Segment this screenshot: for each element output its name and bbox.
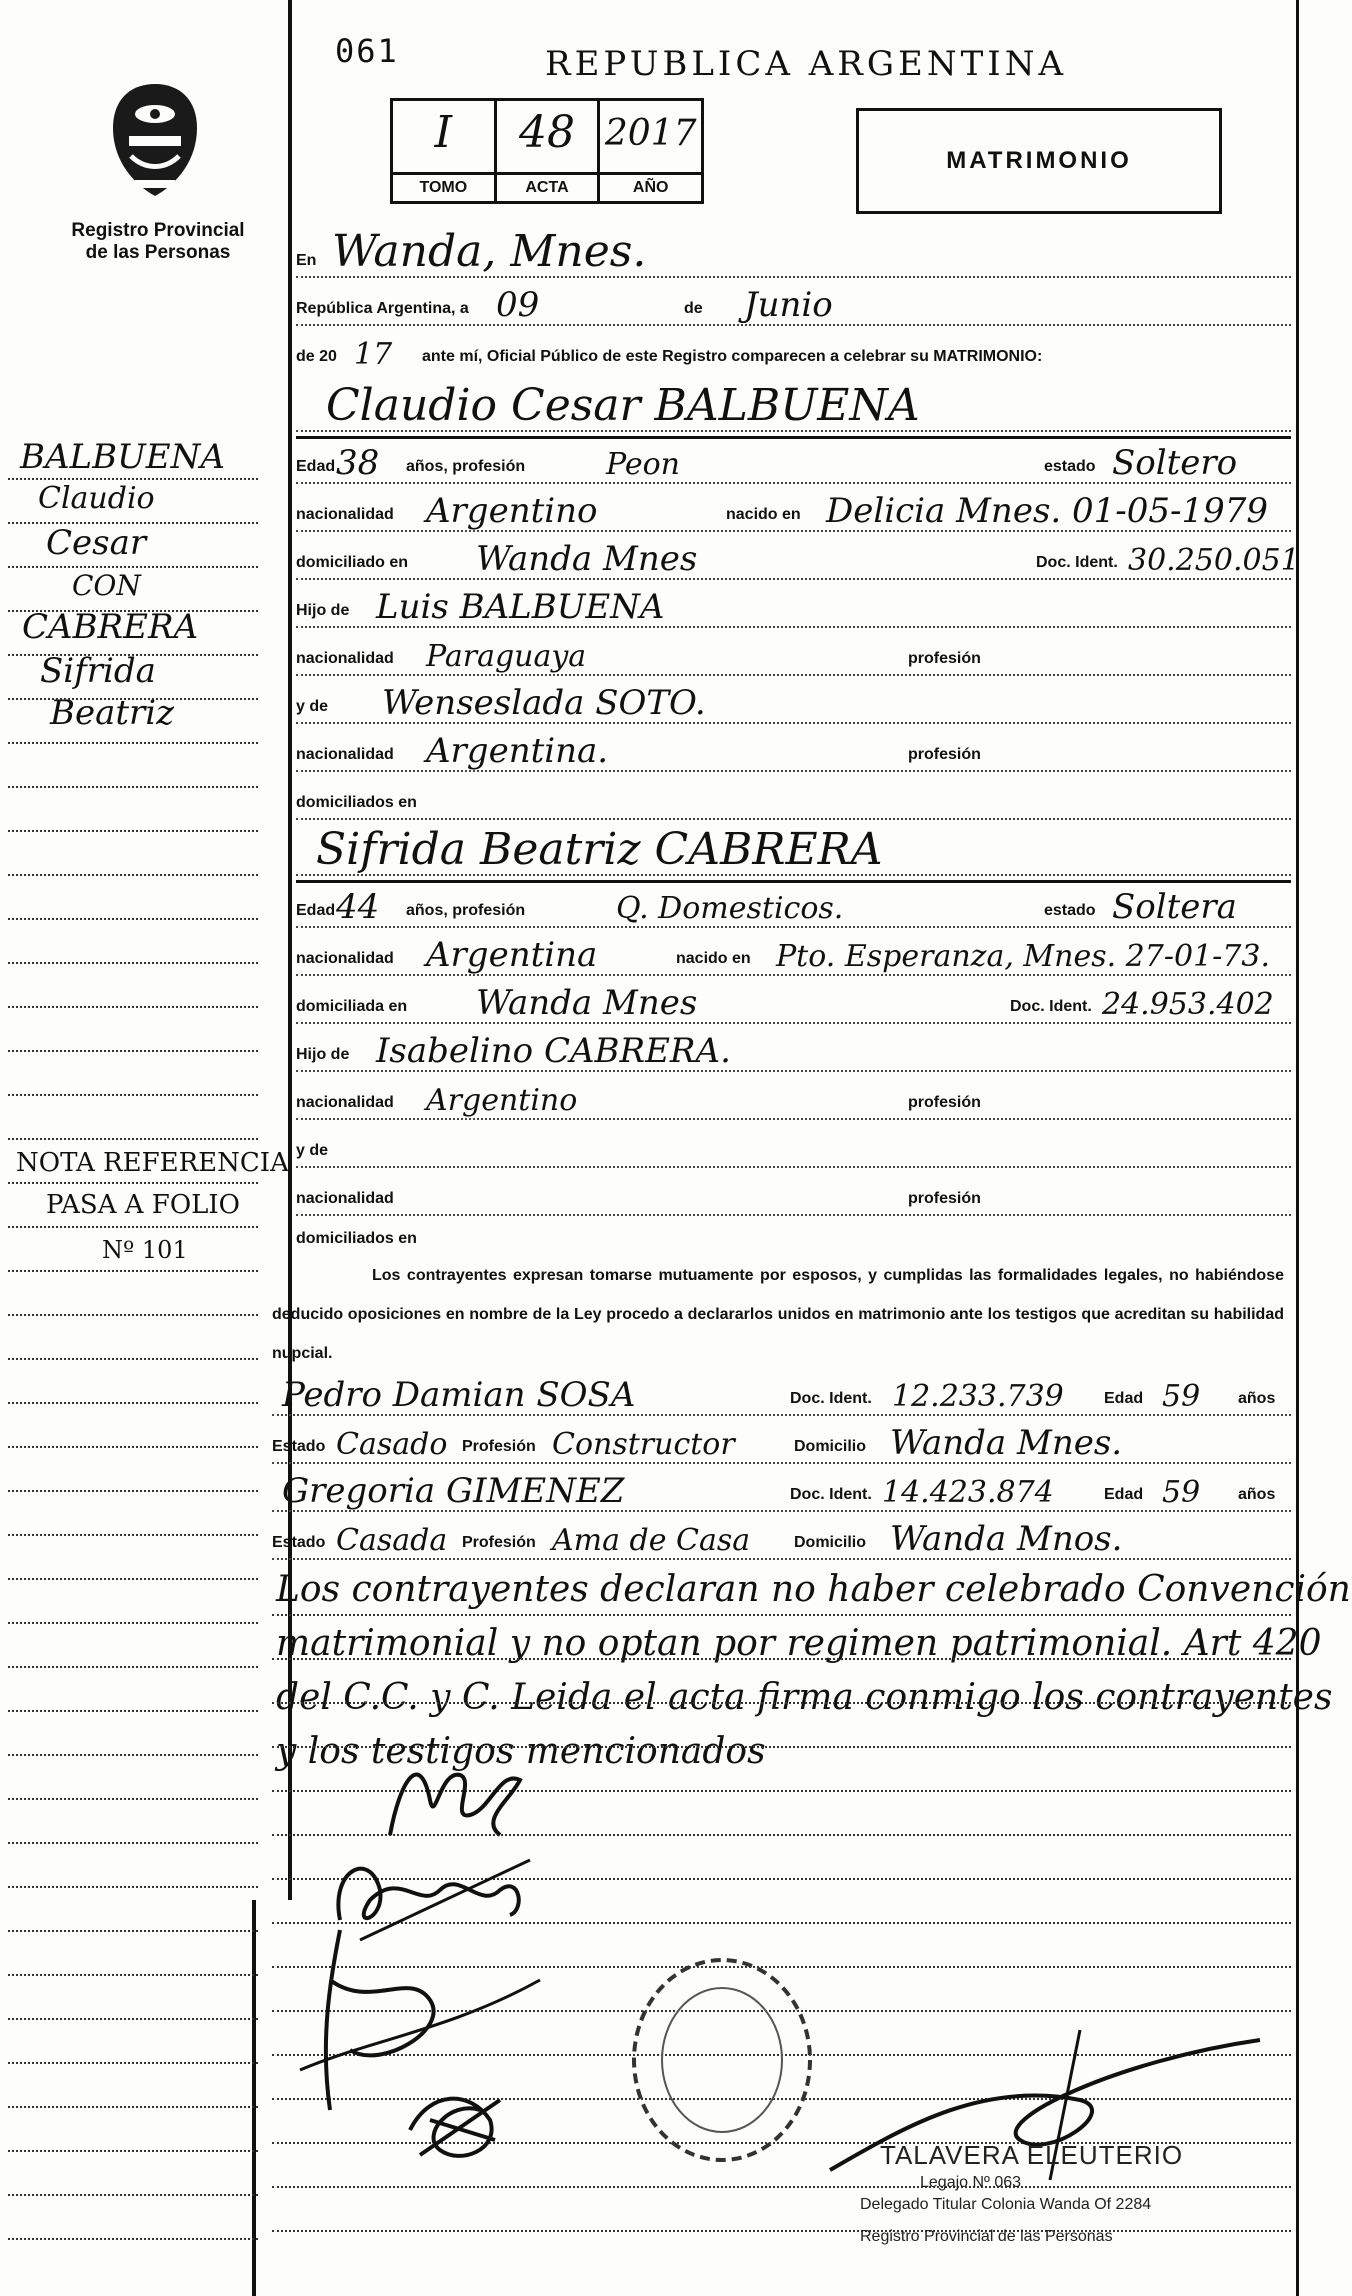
nacionalidad-label: nacionalidad (296, 650, 394, 667)
groom-parents-domicile-row (296, 778, 1291, 820)
margin-ruled-line (8, 1226, 258, 1228)
witness1-detail-row (272, 1422, 1291, 1464)
tomo-value: I (434, 107, 453, 158)
groom-mother-row (296, 682, 1291, 724)
margin-ruled-line (8, 1358, 258, 1360)
witness2-detail-row (272, 1518, 1291, 1560)
margin-ruled-line (8, 918, 258, 920)
witness1-estado: Casado (336, 1427, 448, 1462)
witness1-profession: Constructor (552, 1427, 735, 1462)
doc-ident-label: Doc. Ident. (790, 1390, 872, 1407)
groom-name: Claudio Cesar BALBUENA (326, 380, 920, 431)
groom-estado: Soltero (1112, 443, 1238, 483)
y-de-label: y de (296, 1142, 329, 1159)
bride-profession: Q. Domesticos. (616, 891, 844, 926)
margin-ruled-line (8, 2150, 258, 2152)
margin-ruled-line (8, 1886, 258, 1888)
margin-ruled-line (8, 1006, 258, 1008)
margin-ruled-line (8, 1446, 258, 1448)
margin-ruled-line (8, 1490, 258, 1492)
year-row (296, 332, 1291, 372)
groom-domicile: Wanda Mnes (476, 539, 698, 579)
domicilio-label: Domicilio (794, 1534, 867, 1551)
signature-4 (400, 2080, 510, 2170)
bride-nationality: Argentina (426, 935, 598, 975)
republica-label: República Argentina, a (296, 300, 469, 317)
officer-stamp-name: TALAVERA ELEUTERIO (880, 2140, 1184, 2170)
witness2-profession: Ama de Casa (552, 1523, 751, 1558)
bride-mother-nat-row (296, 1174, 1291, 1216)
margin-ruled-line (8, 962, 258, 964)
right-border-line (1296, 0, 1299, 2296)
margin-note-line: CABRERA (22, 607, 199, 647)
margin-ruled-line (8, 2018, 258, 2020)
anos-profesion-label: años, profesión (406, 458, 526, 475)
bride-divider (296, 880, 1291, 883)
witness2-row (272, 1470, 1291, 1512)
reference-note-line: Nº 101 (102, 1236, 188, 1264)
witness2-domicile: Wanda Mnos. (890, 1519, 1123, 1559)
groom-nationality: Argentino (426, 491, 598, 531)
doc-ident-label: Doc. Ident. (1036, 554, 1118, 571)
margin-ruled-line (8, 654, 258, 656)
margin-ruled-line (8, 742, 258, 744)
bride-nationality-row (296, 934, 1291, 976)
profesion-label: Profesión (462, 1534, 536, 1551)
date-row (296, 284, 1291, 326)
place-row (296, 226, 1291, 278)
bride-name-row (296, 822, 1291, 876)
record-id-box (390, 98, 704, 204)
groom-nationality-row (296, 490, 1291, 532)
groom-domicile-row (296, 538, 1300, 580)
profesion-label: profesión (908, 650, 981, 667)
bride-domicile: Wanda Mnes (476, 983, 698, 1023)
left-border-line-lower (252, 1900, 256, 2296)
de-label: de (684, 300, 703, 317)
reference-note-line: PASA A FOLIO (46, 1190, 240, 1220)
margin-ruled-line (8, 1094, 258, 1096)
domiciliado-label: domiciliado en (296, 554, 409, 571)
officer-stamp-line: Delegado Titular Colonia Wanda Of 2284 (860, 2196, 1152, 2213)
margin-ruled-line (8, 1710, 258, 1712)
edad-label: Edad (296, 902, 336, 919)
officer-stamp-line: Registro Provincial de las Personas (860, 2228, 1113, 2245)
tomo-cell (393, 101, 497, 201)
declaration-paragraph: Los contrayentes expresan tomarse mutuamente por esposos, y cumplidas las formalidades legales, no habiéndose deducido oposiciones en nombre de la Ley procedo a declararlos unidos en matrimonio ante los testigos que acreditan su habilidad nupcial. (272, 1267, 1284, 1362)
registry-label: Registro Provincial de las Personas (71, 220, 245, 263)
bride-father-row (296, 1030, 1291, 1072)
groom-mother-nationality: Argentina. (426, 731, 609, 771)
estado-label: Estado (272, 1534, 326, 1551)
body-ruled-line (272, 1614, 1291, 1616)
groom-doc: 30.250.051 (1128, 543, 1300, 578)
note-line: matrimonial y no optan por regimen patrimonial. Art 420 (276, 1623, 1322, 1664)
bride-father: Isabelino CABRERA. (376, 1031, 731, 1071)
margin-ruled-line (8, 566, 258, 568)
margin-ruled-line (8, 1974, 258, 1976)
margin-ruled-line (8, 786, 258, 788)
page-title: REPUBLICA ARGENTINA (545, 44, 1068, 84)
margin-ruled-line (8, 478, 258, 480)
domicilio-label: Domicilio (794, 1438, 867, 1455)
margin-ruled-line (8, 522, 258, 524)
domiciliada-label: domiciliada en (296, 998, 408, 1015)
profesion-label: Profesión (462, 1438, 536, 1455)
edad-label: Edad (1104, 1390, 1144, 1407)
groom-name-row (296, 378, 1291, 432)
bride-estado: Soltera (1112, 887, 1237, 927)
estado-label: Estado (272, 1438, 326, 1455)
nacido-label: nacido en (726, 506, 801, 523)
ano-label: AÑO (600, 172, 701, 201)
body-ruled-line (272, 1702, 1291, 1704)
margin-ruled-line (8, 610, 258, 612)
estado-label: estado (1044, 458, 1096, 475)
anos-profesion-label: años, profesión (406, 902, 526, 919)
bride-father-nationality: Argentino (426, 1083, 578, 1118)
doc-ident-label: Doc. Ident. (790, 1486, 872, 1503)
day-value: 09 (496, 285, 540, 325)
margin-ruled-line (8, 1754, 258, 1756)
margin-note-line: Beatriz (50, 693, 175, 733)
bride-doc: 24.953.402 (1102, 987, 1274, 1022)
acta-cell (497, 101, 601, 201)
officer-stamp-line: Legajo Nº 063 (920, 2174, 1022, 2191)
groom-mother-nat-row (296, 730, 1291, 772)
margin-note-line: Sifrida (40, 651, 156, 691)
year-prefix-label: de 20 (296, 348, 337, 365)
hijo-de-label: Hijo de (296, 1046, 350, 1063)
bride-domicile-row (296, 982, 1291, 1024)
witness2-name: Gregoria GIMENEZ (282, 1471, 625, 1511)
signature-1 (380, 1740, 530, 1850)
note-line: y los testigos mencionados (276, 1731, 766, 1772)
nacionalidad-label: nacionalidad (296, 1190, 394, 1207)
estado-label: estado (1044, 902, 1096, 919)
acta-label: ACTA (497, 172, 598, 201)
provincial-seal-icon (105, 80, 205, 200)
margin-ruled-line (8, 2194, 258, 2196)
groom-father-nationality: Paraguaya (426, 639, 587, 674)
witness1-age: 59 (1162, 1379, 1201, 1414)
groom-birth: Delicia Mnes. 01-05-1979 (826, 491, 1269, 531)
witness1-name: Pedro Damian SOSA (282, 1375, 636, 1415)
groom-father-nat-row (296, 634, 1291, 676)
margin-ruled-line (8, 698, 258, 700)
bride-birth: Pto. Esperanza, Mnes. 27-01-73. (776, 939, 1271, 974)
domiciliados-label: domiciliados en (296, 794, 417, 811)
margin-ruled-line (8, 1182, 258, 1184)
bride-parents-domicile-row (296, 1214, 1291, 1254)
margin-ruled-line (8, 2062, 258, 2064)
nacionalidad-label: nacionalidad (296, 1094, 394, 1111)
witness1-row (272, 1374, 1291, 1416)
bride-age-row (296, 886, 1291, 928)
intro-text: ante mí, Oficial Público de este Registro comparecen a celebrar su MATRIMONIO: (422, 348, 1043, 365)
place-value: Wanda, Mnes. (332, 226, 647, 277)
margin-ruled-line (8, 1930, 258, 1932)
margin-ruled-line (8, 1402, 258, 1404)
groom-father: Luis BALBUENA (376, 587, 665, 627)
year-suffix-value: 17 (354, 337, 393, 372)
witness2-doc: 14.423.874 (882, 1475, 1054, 1510)
official-stamp-seal (622, 1950, 822, 2170)
witness1-doc: 12.233.739 (892, 1379, 1064, 1414)
month-value: Junio (744, 285, 833, 325)
margin-ruled-line (8, 1842, 258, 1844)
margin-note-line: Claudio (38, 481, 155, 516)
groom-profession: Peon (606, 447, 680, 482)
anos-label: años (1238, 1390, 1276, 1407)
document-type-box: MATRIMONIO (856, 108, 1222, 214)
margin-ruled-line (8, 1578, 258, 1580)
reference-note-line: NOTA REFERENCIA (16, 1148, 289, 1178)
profesion-label: profesión (908, 1094, 981, 1111)
groom-father-row (296, 586, 1291, 628)
ano-cell (600, 101, 701, 201)
groom-age: 38 (336, 443, 380, 483)
witness2-age: 59 (1162, 1475, 1201, 1510)
tomo-label: TOMO (393, 172, 494, 201)
witness2-estado: Casada (336, 1523, 448, 1558)
hijo-de-label: Hijo de (296, 602, 350, 619)
groom-divider (296, 436, 1291, 439)
margin-ruled-line (8, 1798, 258, 1800)
note-line: del C.C. y C. Leida el acta firma conmigo los contrayentes (276, 1677, 1333, 1718)
profesion-label: profesión (908, 1190, 981, 1207)
domiciliados-label: domiciliados en (296, 1230, 417, 1247)
margin-ruled-line (8, 1666, 258, 1668)
note-line: Los contrayentes declaran no haber celebrado Convención (276, 1569, 1351, 1610)
nacionalidad-label: nacionalidad (296, 950, 394, 967)
bride-mother-row (296, 1126, 1291, 1168)
nacido-label: nacido en (676, 950, 751, 967)
margin-note-line: BALBUENA (20, 437, 225, 477)
body-ruled-line (272, 1658, 1291, 1660)
nacionalidad-label: nacionalidad (296, 506, 394, 523)
margin-ruled-line (8, 1138, 258, 1140)
witness1-domicile: Wanda Mnes. (890, 1423, 1123, 1463)
margin-ruled-line (8, 2238, 258, 2240)
profesion-label: profesión (908, 746, 981, 763)
ano-value: 2017 (604, 113, 697, 154)
margin-ruled-line (8, 2106, 258, 2108)
margin-ruled-line (8, 1270, 258, 1272)
doc-ident-label: Doc. Ident. (1010, 998, 1092, 1015)
margin-ruled-line (8, 1534, 258, 1536)
edad-label: Edad (296, 458, 336, 475)
margin-ruled-line (8, 1050, 258, 1052)
margin-note-line: CON (72, 569, 141, 602)
folio-number: 061 (335, 32, 399, 70)
en-label: En (296, 252, 317, 269)
bride-father-nat-row (296, 1078, 1291, 1120)
margin-note-line: Cesar (46, 523, 147, 563)
groom-mother: Wenseslada SOTO. (382, 683, 706, 723)
bride-name: Sifrida Beatriz CABRERA (316, 824, 883, 875)
body-ruled-line (272, 2230, 1291, 2232)
anos-label: años (1238, 1486, 1276, 1503)
groom-age-row (296, 442, 1291, 484)
margin-ruled-line (8, 874, 258, 876)
margin-ruled-line (8, 830, 258, 832)
acta-value: 48 (519, 107, 575, 158)
nacionalidad-label: nacionalidad (296, 746, 394, 763)
margin-ruled-line (8, 1622, 258, 1624)
margin-ruled-line (8, 1314, 258, 1316)
y-de-label: y de (296, 698, 329, 715)
edad-label: Edad (1104, 1486, 1144, 1503)
bride-age: 44 (336, 887, 380, 927)
